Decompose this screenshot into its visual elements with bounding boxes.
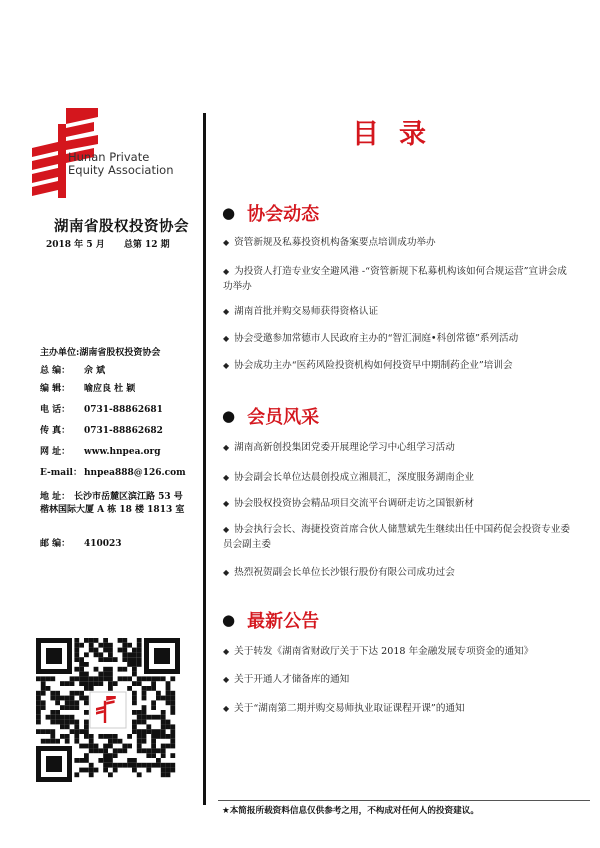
logo-line-1: Hunan Private (68, 150, 150, 164)
toc-item[interactable]: ◆ 协会受邀参加常德市人民政府主办的“智汇洞庭•科创常德”系列活动 (223, 333, 519, 344)
toc-item[interactable]: ◆ 协会股权投资协会精品项目交流平台调研走访之国银新材 (223, 498, 474, 509)
bullet-icon: ● (222, 611, 236, 629)
zip-row: 邮 编： 410023 (40, 539, 122, 549)
toc-item[interactable]: ◆ 湖南首批并购交易师获得资格认证 (223, 306, 379, 317)
website-row: 网 址： www.hnpea.org (40, 447, 161, 457)
vertical-divider (203, 113, 206, 805)
footer-divider (218, 800, 590, 801)
address-row: 地 址： 长沙市岳麓区滨江路 53 号 (40, 492, 183, 502)
email-row: E-mail： hnpea888@126.com (40, 468, 186, 478)
fax-row: 传 真： 0731-88862682 (40, 426, 163, 436)
diamond-icon: ◆ (223, 238, 230, 247)
logo-text (68, 151, 174, 177)
diamond-icon: ◆ (223, 647, 230, 656)
diamond-icon: ◆ (223, 525, 230, 534)
section-heading-members: ● 会员风采 (222, 407, 320, 428)
diamond-icon: ◆ (223, 473, 230, 482)
bullet-icon: ● (222, 407, 236, 425)
toc-item[interactable]: ◆ 关于“湖南第二期并购交易师执业取证课程开课”的通知 (223, 703, 465, 714)
address-row-2: 楷林国际大厦 A 栋 18 楼 1813 室 (40, 505, 185, 515)
section-heading-notices: ● 最新公告 (222, 611, 320, 632)
diamond-icon: ◆ (223, 704, 230, 713)
qr-code[interactable] (34, 636, 182, 784)
diamond-icon: ◆ (223, 307, 230, 316)
toc-item[interactable]: ◆ 资管新规及私募投资机构备案要点培训成功举办 (223, 237, 436, 248)
toc-item[interactable]: ◆ 湖南高新创投集团党委开展理论学习中心组学习活动 (223, 442, 455, 453)
sponsor-row: 主办单位:湖南省股权投资协会 (40, 348, 161, 358)
diamond-icon: ◆ (223, 443, 230, 452)
diamond-icon: ◆ (223, 334, 230, 343)
org-name: 湖南省股权投资协会 (54, 219, 189, 235)
diamond-icon: ◆ (223, 361, 230, 370)
toc-item[interactable]: ◆ 关于转发《湖南省财政厅关于下达 2018 年金融发展专项资金的通知》 (223, 646, 534, 657)
toc-item[interactable]: ◆ 为投资人打造专业安全避风港 -“资管新规下私募机构该如何合规运营”宣讲会成功举办 (223, 266, 567, 292)
diamond-icon: ◆ (223, 267, 230, 276)
toc-item[interactable]: ◆ 协会副会长单位达晨创投成立湘晨汇，深度服务湖南企业 (223, 472, 474, 483)
editor-row: 总 编： 佘 斌 (40, 366, 106, 376)
editors-row: 编 辑： 喻应良 杜 颖 (40, 384, 136, 394)
diamond-icon: ◆ (223, 499, 230, 508)
issue-date: 2018 年 5 月 (46, 240, 105, 250)
toc-item[interactable]: ◆ 关于开通人才储备库的通知 (223, 674, 350, 685)
website-link[interactable]: www.hnpea.org (84, 447, 161, 457)
disclaimer: ★本简报所载资料信息仅供参考之用，不构成对任何人的投资建议。 (222, 806, 479, 816)
toc-title: 目录 (352, 119, 446, 150)
diamond-icon: ◆ (223, 675, 230, 684)
bullet-icon: ● (222, 204, 236, 222)
phone-row: 电 话： 0731-88862681 (40, 405, 163, 415)
diamond-icon: ◆ (223, 568, 230, 577)
email-link[interactable]: hnpea888@126.com (84, 468, 186, 478)
toc-item[interactable]: ◆ 协会执行会长、海捷投资首席合伙人储慧斌先生继续出任中国药促会投资专业委员会副主委 (223, 524, 570, 550)
section-heading-news: ● 协会动态 (222, 204, 320, 225)
issue-info (46, 237, 186, 250)
logo-line-2: Equity Association (68, 163, 174, 177)
toc-item[interactable]: ◆ 热烈祝贺副会长单位长沙银行股份有限公司成功过会 (223, 567, 455, 578)
issue-number: 总第 12 期 (123, 240, 170, 250)
toc-item[interactable]: ◆ 协会成功主办“医药风险投资机构如何投资早中期制药企业”培训会 (223, 360, 513, 371)
